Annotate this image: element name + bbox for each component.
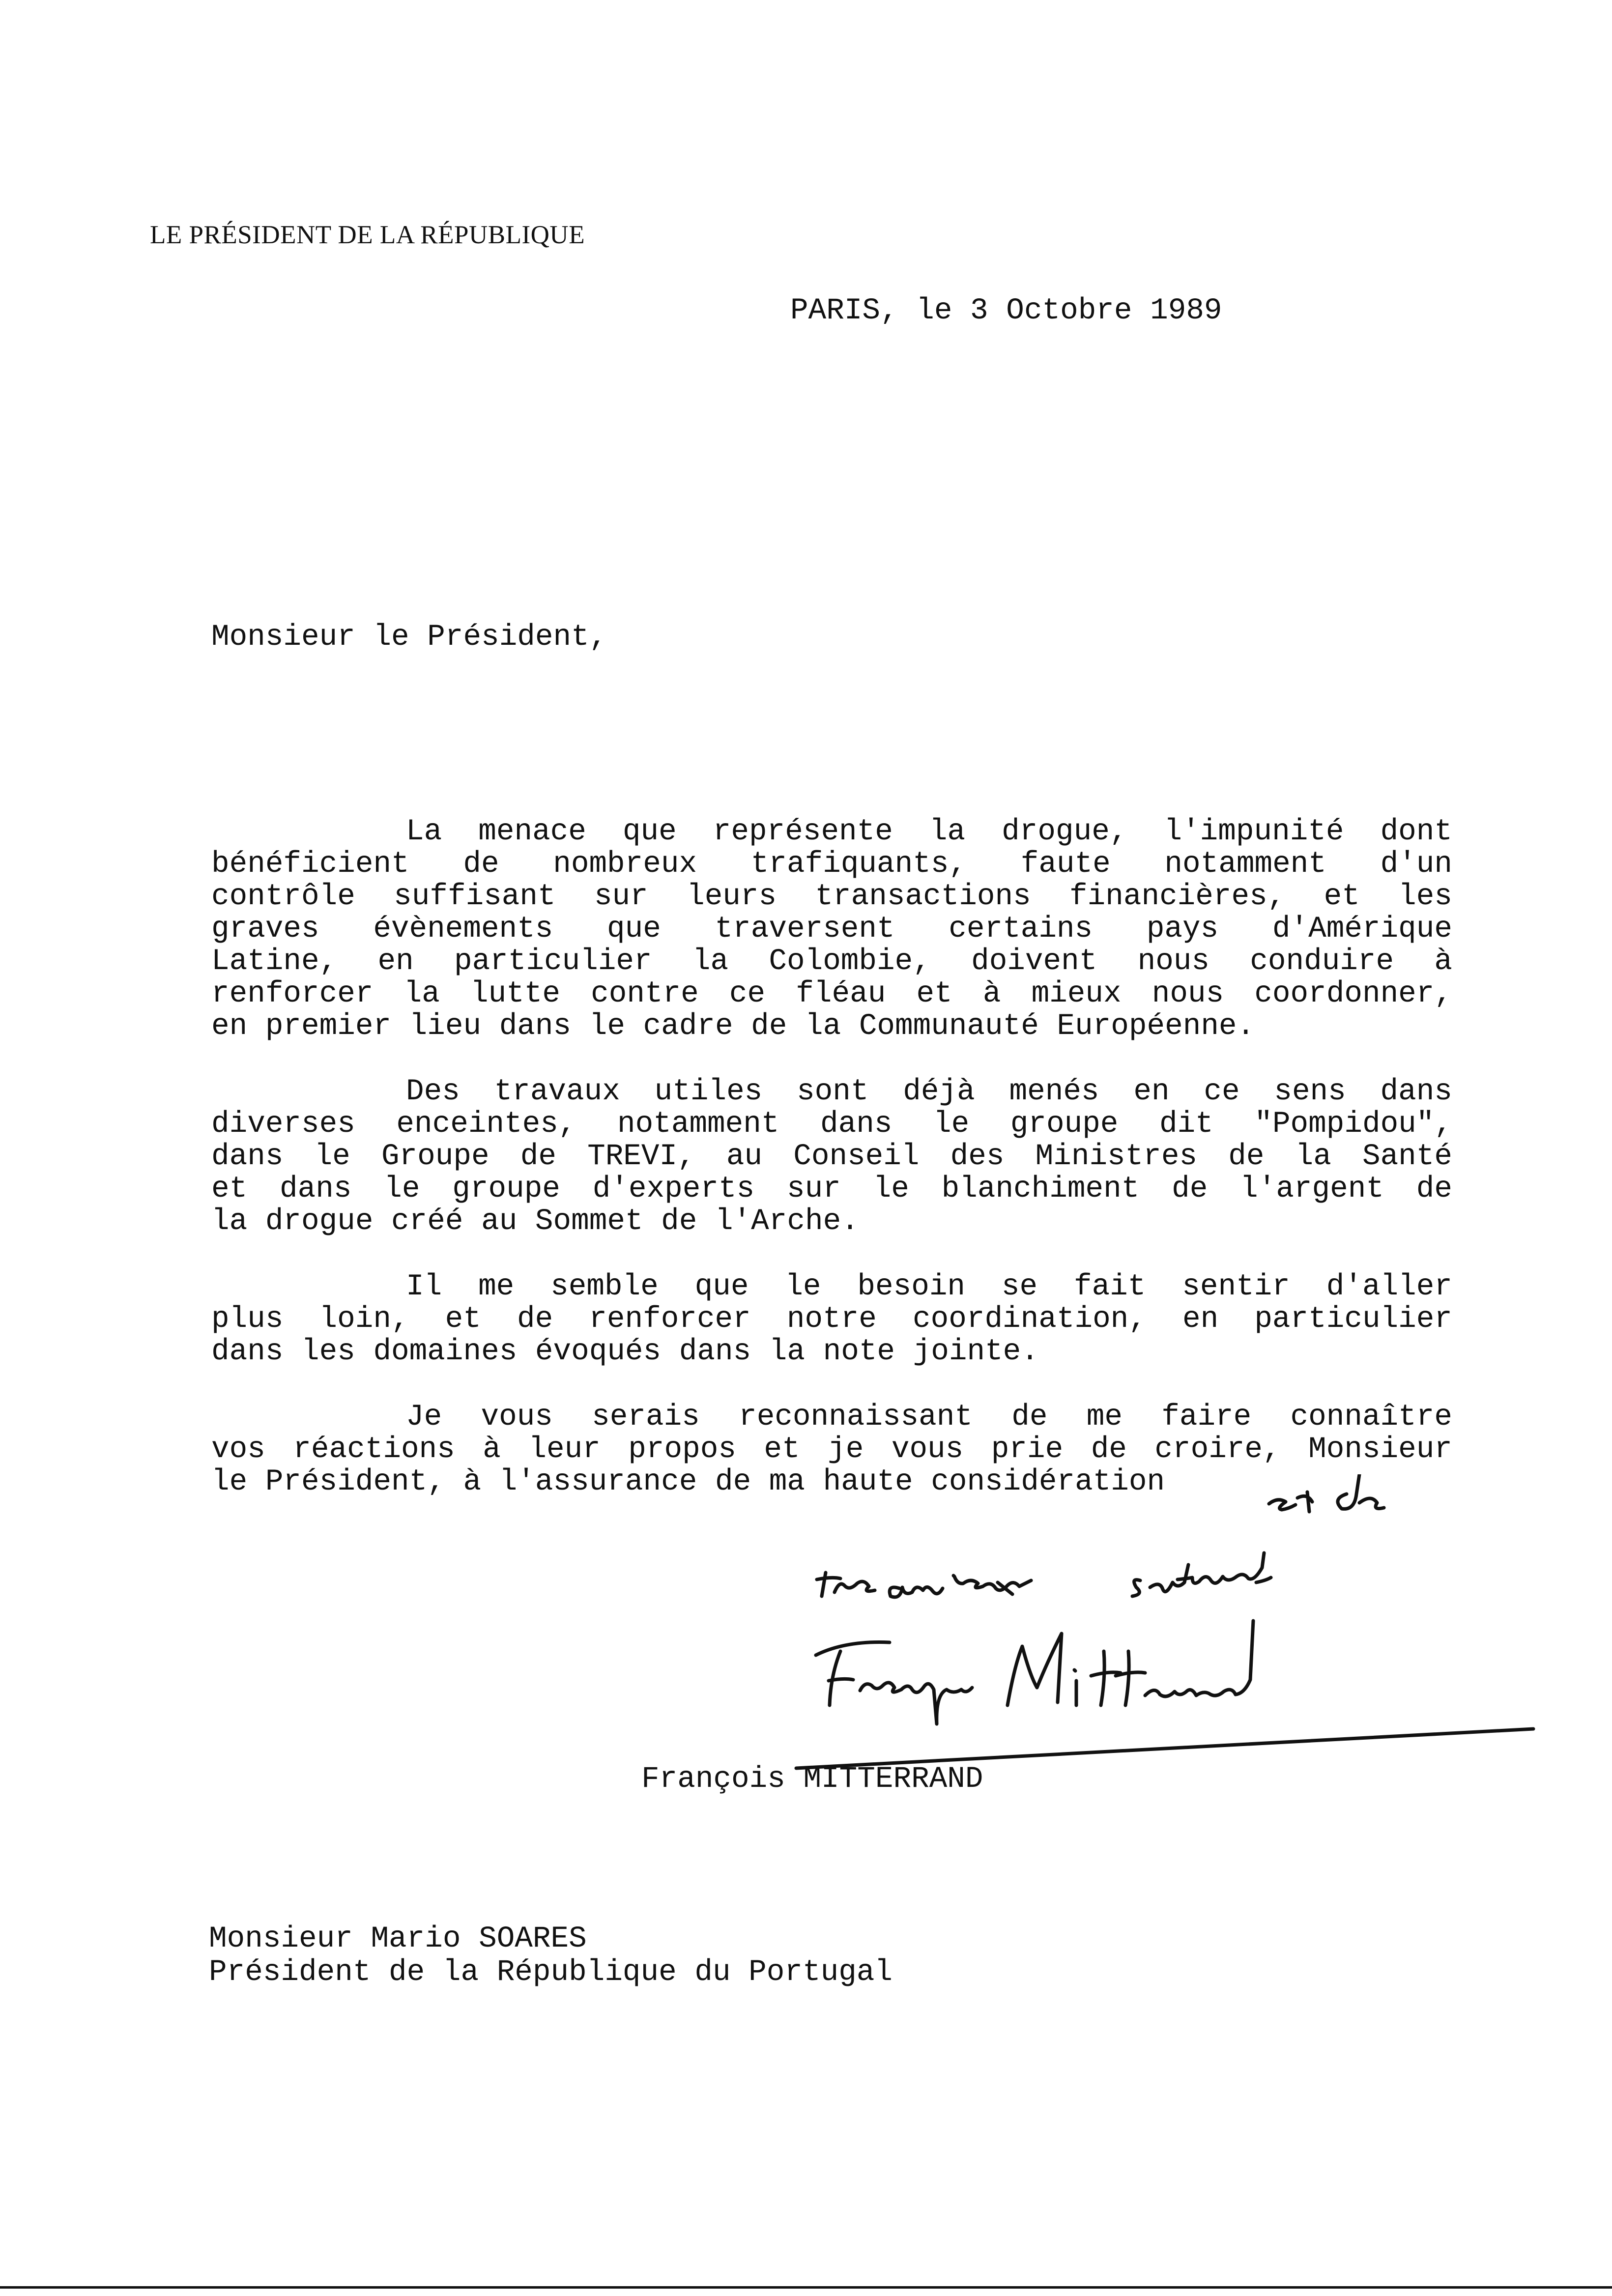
handwriting-sentiments xyxy=(1132,1553,1271,1596)
paragraph xyxy=(211,1271,1452,1368)
text-line: bénéficient de nombreux trafiquants, faute notamment d'un xyxy=(211,847,1452,881)
paragraph xyxy=(211,816,1452,1043)
paragraph xyxy=(211,1076,1452,1238)
handwriting-mitterrand xyxy=(1008,1621,1253,1705)
text-line: dans les domaines évoqués dans la note jointe. xyxy=(211,1335,1039,1369)
dateline: PARIS, le 3 Octobre 1989 xyxy=(790,294,1222,328)
handwritten-signature xyxy=(786,1474,1553,1789)
text-line: en premier lieu dans le cadre de la Communauté Européenne. xyxy=(211,1009,1255,1043)
text-line: Je vous serais reconnaissant de me faire connaître xyxy=(406,1400,1452,1434)
letterhead: LE PRÉSIDENT DE LA RÉPUBLIQUE xyxy=(150,221,585,249)
text-line: Il me semble que le besoin se fait sentir d'aller xyxy=(406,1270,1452,1304)
typed-signatory-name: François MITTERRAND xyxy=(641,1762,983,1796)
text-line: la drogue créé au Sommet de l'Arche. xyxy=(211,1205,859,1238)
text-line: diverses enceintes, notamment dans le groupe dit "Pompidou", xyxy=(211,1107,1452,1141)
text-line: Latine, en particulier la Colombie, doivent nous conduire à xyxy=(211,945,1452,978)
text-line: graves évènements que traversent certains pays d'Amérique xyxy=(211,912,1452,946)
recipient-block xyxy=(209,1923,892,1989)
handwriting-tres xyxy=(817,1573,875,1596)
handwriting-de xyxy=(1338,1474,1384,1509)
salutation: Monsieur le Président, xyxy=(211,620,607,654)
handwriting-amicaux xyxy=(890,1576,1031,1597)
text-line: contrôle suffisant sur leurs transactions financières, et les xyxy=(211,880,1452,914)
text-line: et dans le groupe d'experts sur le blanchiment de l'argent de xyxy=(211,1172,1452,1206)
handwriting-francois xyxy=(816,1642,972,1724)
text-line: plus loin, et de renforcer notre coordination, en particulier xyxy=(211,1302,1452,1336)
text-line: dans le Groupe de TREVI, au Conseil des Ministres de la Santé xyxy=(211,1140,1452,1174)
letter-body xyxy=(211,816,1452,1531)
text-line: renforcer la lutte contre ce fléau et à mieux nous coordonner, xyxy=(211,977,1452,1011)
text-line: le Président, à l'assurance de ma haute considération xyxy=(211,1465,1165,1499)
recipient-title: Président de la République du Portugal xyxy=(209,1955,893,1989)
text-line: vos réactions à leur propos et je vous prie de croire, Monsieur xyxy=(211,1433,1452,1466)
text-line: Des travaux utiles sont déjà menés en ce sens dans xyxy=(406,1075,1452,1109)
recipient-name: Monsieur Mario SOARES xyxy=(209,1922,587,1956)
handwriting-et-de xyxy=(1269,1492,1312,1512)
page-bottom-edge xyxy=(0,2286,1612,2289)
text-line: La menace que représente la drogue, l'impunité dont xyxy=(406,815,1452,849)
